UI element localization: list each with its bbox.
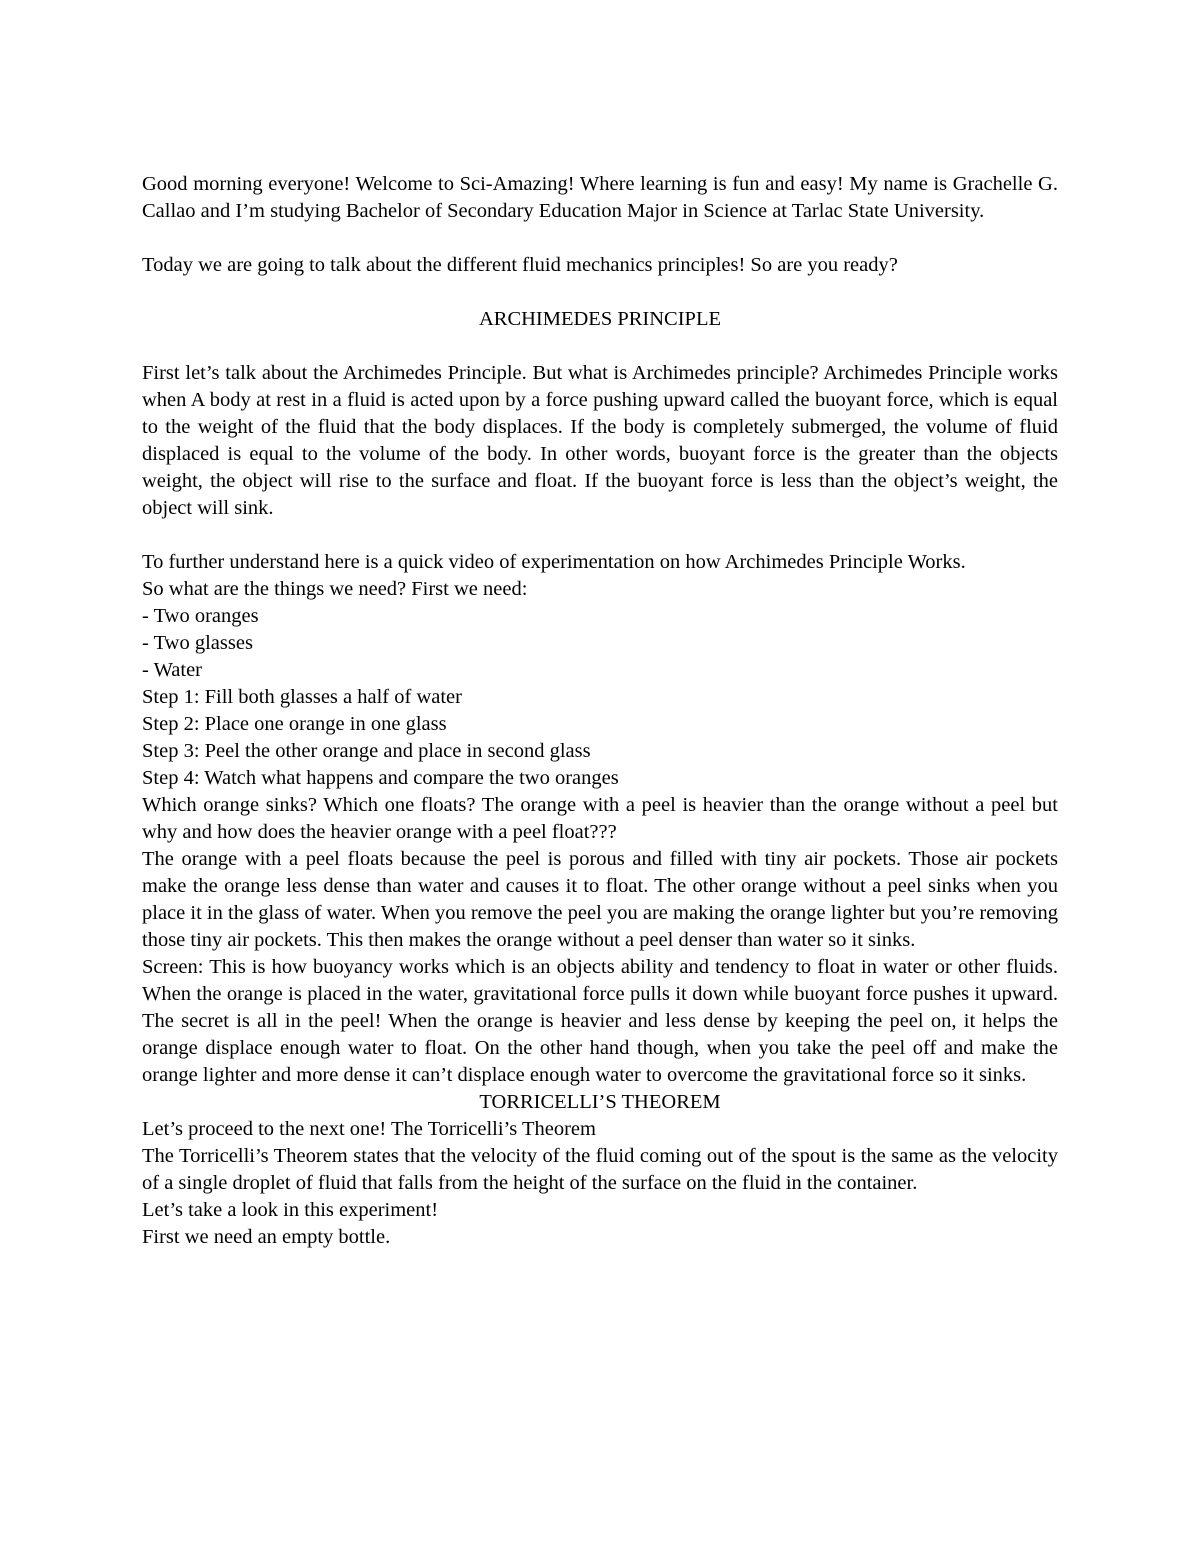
material-item: - Two oranges [142,605,259,627]
things-needed: So what are the things we need? First we need: [142,578,528,600]
torricelli-intro: Let’s proceed to the next one! The Torricelli’s Theorem [142,1118,596,1140]
today-paragraph: Today we are going to talk about the different fluid mechanics principles! So are you ready? [142,254,898,276]
material-item: - Water [142,659,203,681]
paragraph-gap [142,333,1058,360]
question-paragraph: Which orange sinks? Which one floats? The orange with a peel is heavier than the orange without a peel but why and how does the heavier orange with a peel float??? [142,794,1058,843]
torricelli-heading: TORRICELLI’S THEOREM [479,1091,721,1113]
screen-paragraph: Screen: This is how buoyancy works which is an objects ability and tendency to float in water or other fluids. When the orange is placed in the water, gravitational force pulls it down while buoyant force pushes it upward. The secret is all in the peel! When the orange is heavier and less dense by keeping the peel on, it helps the orange displace enough water to float. On the other hand though, when you take the peel off and make the orange lighter and more dense it can’t displace enough water to overcome the gravitational force so it sinks. [142,956,1058,1086]
archimedes-heading: ARCHIMEDES PRINCIPLE [478,308,722,330]
step-item: Step 2: Place one orange in one glass [142,713,447,735]
step-item: Step 4: Watch what happens and compare the two oranges [142,767,619,789]
step-item: Step 3: Peel the other orange and place in second glass [142,740,591,762]
intro-paragraph: Good morning everyone! Welcome to Sci-Amazing! Where learning is fun and easy! My name is Grachelle G. Callao and I’m studying Bachelor of Secondary Education Major in Science at Tarlac State University. [142,173,1058,222]
video-intro: To further understand here is a quick video of experimentation on how Archimedes Principle Works. [142,551,966,573]
step-item: Step 1: Fill both glasses a half of water [142,686,462,708]
paragraph-gap [142,225,1058,252]
paragraph-gap [142,522,1058,549]
answer-paragraph: The orange with a peel floats because the peel is porous and filled with tiny air pockets. Those air pockets make the orange less dense than water and causes it to float. The other orange without a peel sinks when you place it in the glass of water. When you remove the peel you are making the orange lighter but you’re removing those tiny air pockets. This then makes the orange without a peel denser than water so it sinks. [142,848,1058,951]
document-page [142,171,1058,1251]
paragraph-gap [142,279,1058,306]
first-need: First we need an empty bottle. [142,1226,391,1248]
experiment-intro: Let’s take a look in this experiment! [142,1199,439,1221]
material-item: - Two glasses [142,632,253,654]
torricelli-explanation: The Torricelli’s Theorem states that the velocity of the fluid coming out of the spout is the same as the velocity of a single droplet of fluid that falls from the height of the surface on the fluid in the container. [142,1145,1058,1194]
archimedes-explanation: First let’s talk about the Archimedes Principle. But what is Archimedes principle? Archimedes Principle works when A body at rest in a fluid is acted upon by a force pushing upward called the buoyant force, which is equal to the weight of the fluid that the body displaces. If the body is completely submerged, the volume of fluid displaced is equal to the volume of the body. In other words, buoyant force is the greater than the objects weight, the object will rise to the surface and float. If the buoyant force is less than the object’s weight, the object will sink. [142,362,1058,519]
